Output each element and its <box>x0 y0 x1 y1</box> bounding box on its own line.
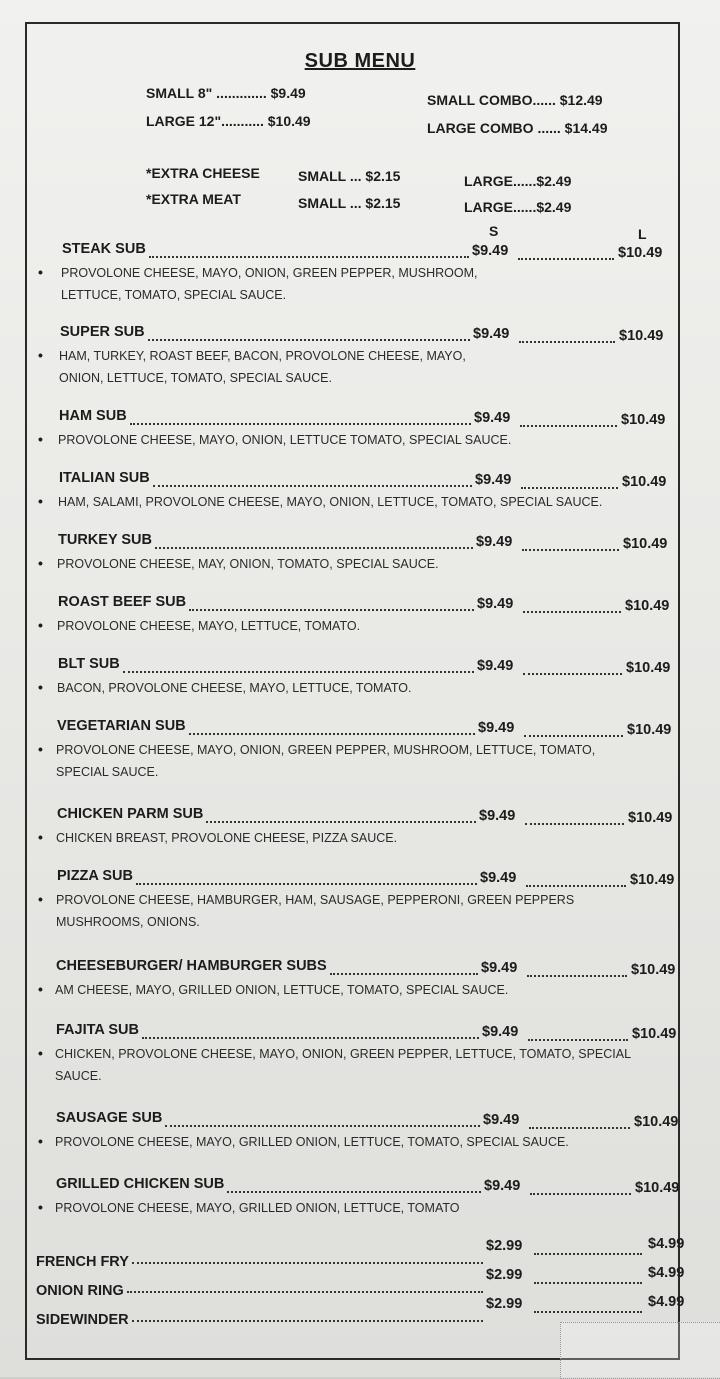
extra-cheese-label: *EXTRA CHEESE <box>146 165 260 181</box>
bullet-icon: • <box>38 1045 43 1061</box>
leader-dots <box>519 327 615 343</box>
bullet-icon: • <box>38 431 43 447</box>
menu-item-name: BLT SUB <box>58 656 120 672</box>
menu-item-description: BACON, PROVOLONE CHEESE, MAYO, LETTUCE, TOMATO. <box>57 681 412 695</box>
price-large: $10.49 <box>618 245 663 261</box>
price-small: $2.99 <box>486 1238 523 1254</box>
leader-dots <box>142 1023 479 1039</box>
price-small: $9.49 <box>472 243 509 259</box>
price-large: $10.49 <box>628 810 673 826</box>
side-item-name: FRENCH FRY <box>36 1254 129 1270</box>
menu-item-description: CHICKEN, PROVOLONE CHEESE, MAYO, ONION, GREEN PEPPER, LETTUCE, TOMATO, SPECIAL SAUCE. <box>55 1047 631 1083</box>
bullet-icon: • <box>38 891 43 907</box>
price-large: $4.99 <box>648 1294 685 1310</box>
column-small-header: S <box>489 223 499 239</box>
side-item-name: SIDEWINDER <box>36 1312 129 1328</box>
leader-dots <box>132 1306 483 1322</box>
price-small: $9.49 <box>480 870 517 886</box>
menu-item-name: VEGETARIAN SUB <box>57 718 186 734</box>
bullet-icon: • <box>38 741 43 757</box>
leader-dots <box>153 471 472 487</box>
menu-item-name: HAM SUB <box>59 408 127 424</box>
price-small: $9.49 <box>483 1112 520 1128</box>
menu-item-name: STEAK SUB <box>62 241 146 257</box>
leader-dots <box>534 1268 642 1284</box>
price-small: $9.49 <box>479 808 516 824</box>
bullet-icon: • <box>38 1199 43 1215</box>
price-small: $9.49 <box>477 596 514 612</box>
price-large: $10.49 <box>619 328 664 344</box>
bullet-icon: • <box>38 829 43 845</box>
price-large: $10.49 <box>627 722 672 738</box>
leader-dots <box>136 869 477 885</box>
extra-cheese-small: SMALL ... $2.15 <box>298 168 401 184</box>
menu-item-description: AM CHEESE, MAYO, GRILLED ONION, LETTUCE, TOMATO, SPECIAL SAUCE. <box>55 983 509 997</box>
menu-item-name: SAUSAGE SUB <box>56 1110 163 1126</box>
size-small-combo: SMALL COMBO...... $12.49 <box>427 92 603 108</box>
bullet-icon: • <box>38 493 43 509</box>
menu-item-name: CHICKEN PARM SUB <box>57 806 204 822</box>
price-large: $10.49 <box>622 474 667 490</box>
price-small: $9.49 <box>474 410 511 426</box>
extra-meat-small: SMALL ... $2.15 <box>298 195 401 211</box>
size-large-combo: LARGE COMBO ...... $14.49 <box>427 120 608 136</box>
watermark-badge <box>560 1322 720 1379</box>
leader-dots <box>206 807 476 823</box>
leader-dots <box>525 809 624 825</box>
menu-item-description: PROVOLONE CHEESE, MAYO, LETTUCE, TOMATO. <box>57 619 361 633</box>
price-large: $10.49 <box>621 412 666 428</box>
menu-item-description: PROVOLONE CHEESE, MAYO, GRILLED ONION, LETTUCE, TOMATO <box>55 1201 460 1215</box>
side-item-name: ONION RING <box>36 1283 124 1299</box>
leader-dots <box>520 411 617 427</box>
menu-item-name: ITALIAN SUB <box>59 470 150 486</box>
leader-dots <box>189 719 475 735</box>
leader-dots <box>149 242 469 258</box>
menu-item-description: HAM, SALAMI, PROVOLONE CHEESE, MAYO, ONION, LETTUCE, TOMATO, SPECIAL SAUCE. <box>58 495 603 509</box>
leader-dots <box>130 409 471 425</box>
extra-meat-label: *EXTRA MEAT <box>146 191 241 207</box>
price-large: $10.49 <box>631 962 676 978</box>
price-small: $9.49 <box>478 720 515 736</box>
leader-dots <box>524 721 623 737</box>
menu-item-name: GRILLED CHICKEN SUB <box>56 1176 225 1192</box>
menu-item-description: PROVOLONE CHEESE, MAYO, GRILLED ONION, LETTUCE, TOMATO, SPECIAL SAUCE. <box>55 1135 569 1149</box>
price-large: $10.49 <box>623 536 668 552</box>
leader-dots <box>523 659 622 675</box>
leader-dots <box>330 959 478 975</box>
leader-dots <box>148 325 470 341</box>
price-large: $10.49 <box>625 598 670 614</box>
menu-item-name: CHEESEBURGER/ HAMBURGER SUBS <box>56 958 327 974</box>
menu-item-description: HAM, TURKEY, ROAST BEEF, BACON, PROVOLONE CHEESE, MAYO, ONION, LETTUCE, TOMATO, SPECIAL SAUCE. <box>59 349 466 385</box>
bullet-icon: • <box>38 1133 43 1149</box>
leader-dots <box>132 1248 483 1264</box>
leader-dots <box>189 595 474 611</box>
leader-dots <box>534 1239 642 1255</box>
price-large: $10.49 <box>626 660 671 676</box>
price-small: $9.49 <box>475 472 512 488</box>
price-large: $10.49 <box>630 872 675 888</box>
price-small: $2.99 <box>486 1296 523 1312</box>
menu-item-name: SUPER SUB <box>60 324 145 340</box>
menu-item-name: TURKEY SUB <box>58 532 152 548</box>
price-large: $10.49 <box>634 1114 679 1130</box>
menu-item-name: PIZZA SUB <box>57 868 133 884</box>
leader-dots <box>528 1025 628 1041</box>
bullet-icon: • <box>38 264 43 280</box>
menu-title: SUB MENU <box>304 50 416 72</box>
leader-dots <box>527 961 627 977</box>
price-large: $10.49 <box>632 1026 677 1042</box>
price-small: $9.49 <box>477 658 514 674</box>
menu-item-name: FAJITA SUB <box>56 1022 139 1038</box>
size-large: LARGE 12"........... $10.49 <box>146 113 311 129</box>
leader-dots <box>529 1113 630 1129</box>
bullet-icon: • <box>38 617 43 633</box>
bullet-icon: • <box>38 347 43 363</box>
menu-item-description: PROVOLONE CHEESE, MAYO, ONION, GREEN PEPPER, MUSHROOM, LETTUCE, TOMATO, SPECIAL SAUCE. <box>56 743 596 779</box>
menu-item-description: PROVOLONE CHEESE, MAY, ONION, TOMATO, SPECIAL SAUCE. <box>57 557 439 571</box>
bullet-icon: • <box>38 981 43 997</box>
leader-dots <box>123 657 474 673</box>
leader-dots <box>155 533 473 549</box>
extra-cheese-large: LARGE......$2.49 <box>464 173 572 189</box>
leader-dots <box>530 1179 631 1195</box>
leader-dots <box>165 1111 480 1127</box>
leader-dots <box>127 1277 483 1293</box>
menu-item-description: PROVOLONE CHEESE, HAMBURGER, HAM, SAUSAGE, PEPPERONI, GREEN PEPPERS MUSHROOMS, ONIONS. <box>56 893 575 929</box>
menu-item-description: PROVOLONE CHEESE, MAYO, ONION, LETTUCE TOMATO, SPECIAL SAUCE. <box>58 433 512 447</box>
leader-dots <box>534 1297 642 1313</box>
price-small: $9.49 <box>482 1024 519 1040</box>
leader-dots <box>522 535 619 551</box>
column-large-header: L <box>638 226 647 242</box>
leader-dots <box>227 1177 481 1193</box>
leader-dots <box>518 244 614 260</box>
menu-item-description: CHICKEN BREAST, PROVOLONE CHEESE, PIZZA SAUCE. <box>56 831 398 845</box>
price-large: $10.49 <box>635 1180 680 1196</box>
leader-dots <box>523 597 621 613</box>
price-small: $9.49 <box>484 1178 521 1194</box>
price-small: $2.99 <box>486 1267 523 1283</box>
price-large: $4.99 <box>648 1265 685 1281</box>
bullet-icon: • <box>38 555 43 571</box>
menu-item-name: ROAST BEEF SUB <box>58 594 187 610</box>
bullet-icon: • <box>38 679 43 695</box>
extra-meat-large: LARGE......$2.49 <box>464 199 572 215</box>
size-small: SMALL 8" ............. $9.49 <box>146 85 306 101</box>
leader-dots <box>521 473 618 489</box>
price-small: $9.49 <box>481 960 518 976</box>
price-large: $4.99 <box>648 1236 685 1252</box>
price-small: $9.49 <box>476 534 513 550</box>
leader-dots <box>526 871 626 887</box>
menu-item-description: PROVOLONE CHEESE, MAYO, ONION, GREEN PEPPER, MUSHROOM, LETTUCE, TOMATO, SPECIAL SAUCE. <box>61 266 478 302</box>
price-small: $9.49 <box>473 326 510 342</box>
